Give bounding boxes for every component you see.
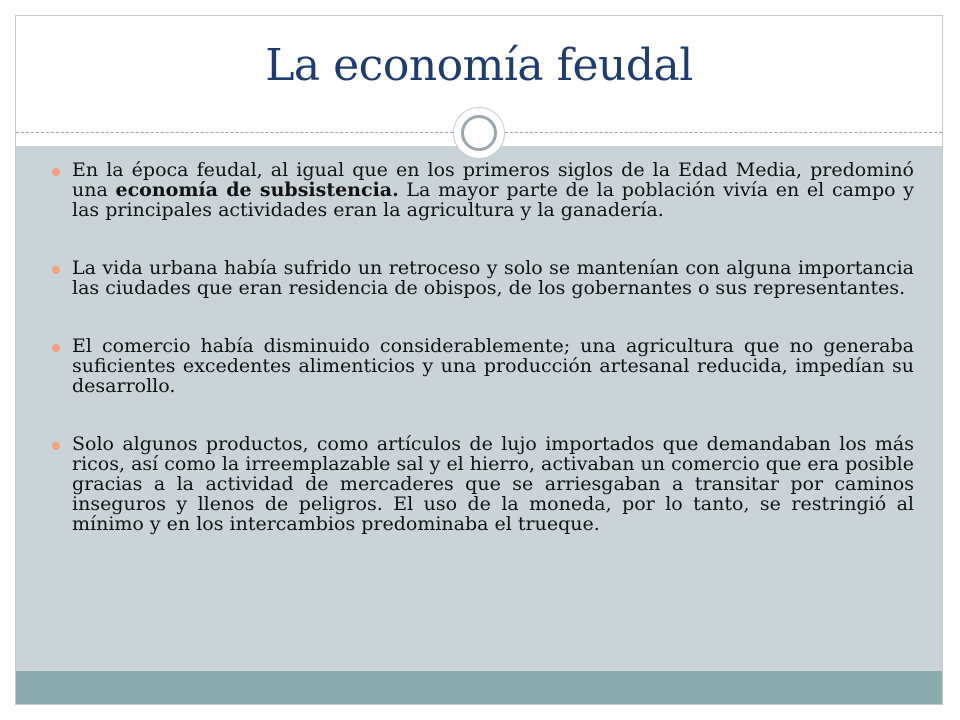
bullet-item xyxy=(48,434,914,534)
slide-title: La economía feudal xyxy=(265,40,693,91)
bullet-text: La vida urbana había sufrido un retroceso y solo se mantenían con alguna importancia las ciudades que eran residencia de obispos, de los gobernantes o sus representantes. xyxy=(72,257,914,299)
bullet-text: La mayor parte de la población vivía en el campo y las principales actividades eran la agricultura y la ganadería. xyxy=(72,179,914,221)
bullet-list xyxy=(48,160,914,534)
circle-ornament-icon xyxy=(453,107,505,159)
bullet-item xyxy=(48,258,914,298)
footer-band xyxy=(16,671,942,704)
bullet-text: El comercio había disminuido considerablemente; una agricultura que no generaba suficientes excedentes alimenticios y una producción artesanal reducida, impedían su desarrollo. xyxy=(72,335,914,397)
circle-ornament-inner xyxy=(461,115,497,151)
bullet-dot-icon xyxy=(52,168,60,176)
bullet-item xyxy=(48,160,914,220)
bullet-item xyxy=(48,336,914,396)
bullet-bold-text: economía de subsistencia. xyxy=(115,179,399,201)
bullet-text: Solo algunos productos, como artículos de lujo importados que demandaban los más ricos, así como la irreemplazable sal y el hierro, activaban un comercio que era posible gracias a la actividad de mercaderes que se arriesgaban a transitar por caminos inseguros y llenos de peligros. El uso de la moneda, por lo tanto, se restringió al mínimo y en los intercambios predominaba el trueque. xyxy=(72,433,914,535)
bullet-dot-icon xyxy=(52,344,60,352)
bullet-dot-icon xyxy=(52,442,60,450)
bullet-text: En la época feudal, al igual que en los primeros siglos de la Edad Media, predominó una xyxy=(72,159,914,201)
bullet-dot-icon xyxy=(52,266,60,274)
